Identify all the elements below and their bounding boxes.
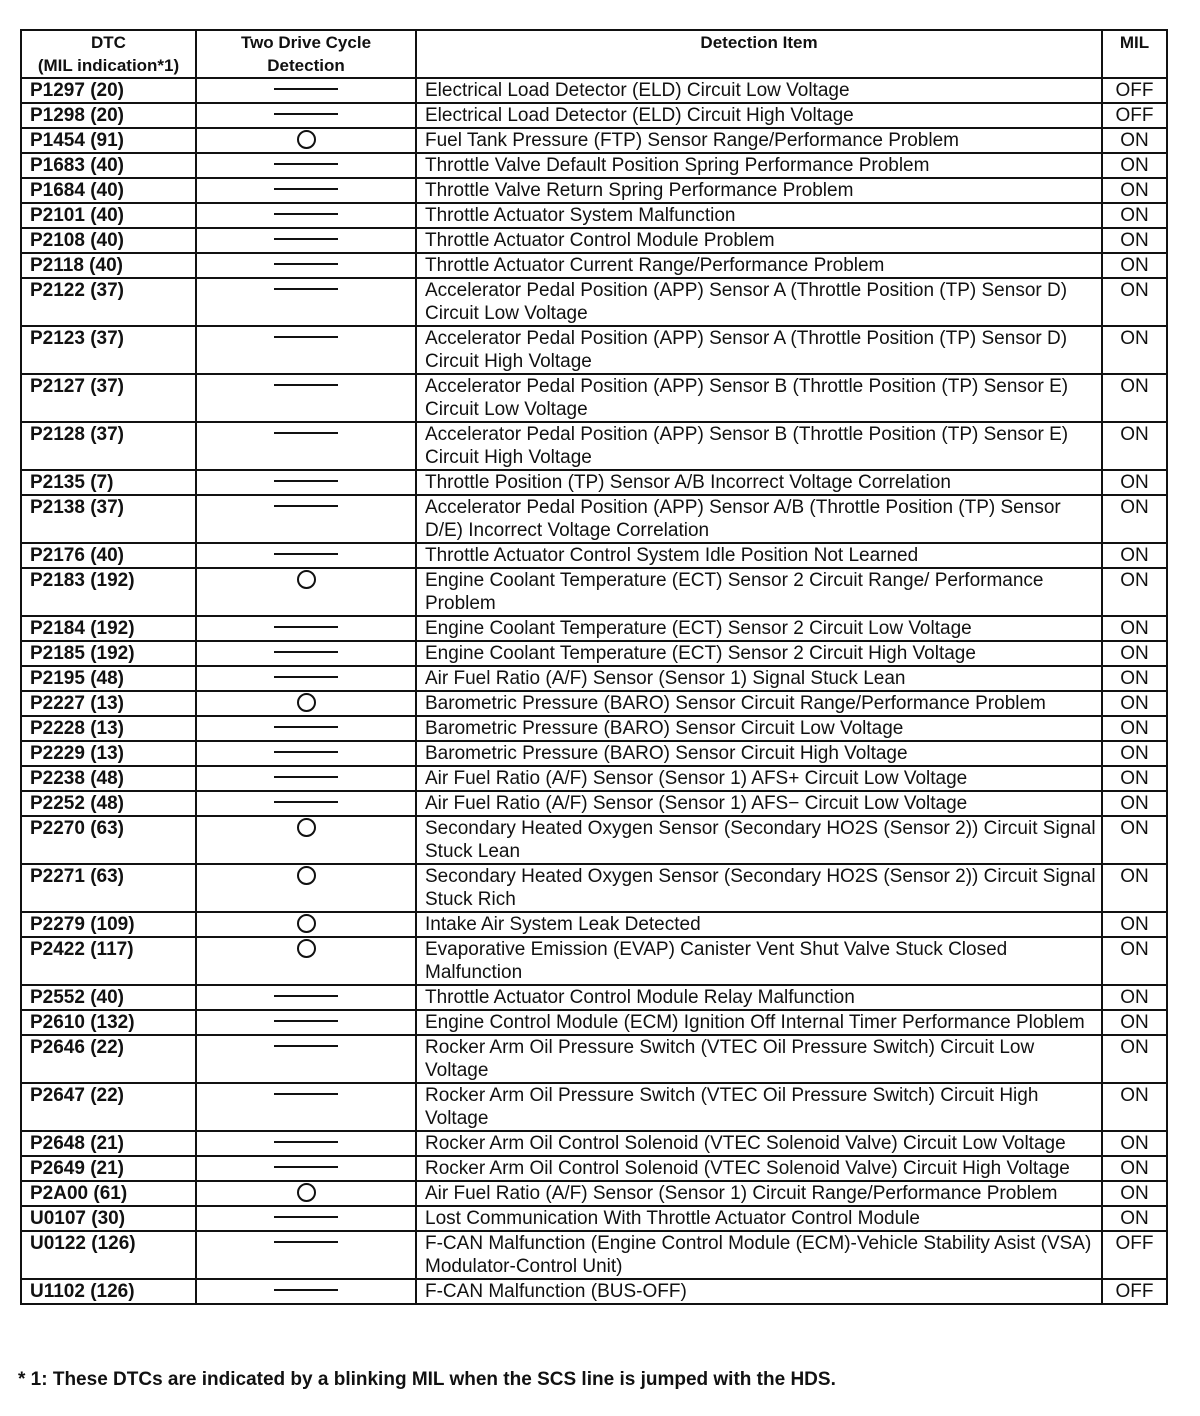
mil-status: ON [1102, 495, 1167, 543]
detection-item: Barometric Pressure (BARO) Sensor Circuit Low Voltage [416, 716, 1102, 741]
mil-status: ON [1102, 178, 1167, 203]
detection-item: Throttle Valve Default Position Spring Performance Problem [416, 153, 1102, 178]
dash-icon [274, 480, 338, 482]
mil-status: ON [1102, 641, 1167, 666]
mil-status: ON [1102, 691, 1167, 716]
mil-status: ON [1102, 616, 1167, 641]
detection-item: Barometric Pressure (BARO) Sensor Circuit High Voltage [416, 741, 1102, 766]
dtc-code: P2238 (48) [21, 766, 196, 791]
dtc-code: P2A00 (61) [21, 1181, 196, 1206]
dash-icon [274, 626, 338, 628]
mil-status: ON [1102, 470, 1167, 495]
dtc-code: P2647 (22) [21, 1083, 196, 1131]
mil-status: ON [1102, 1131, 1167, 1156]
table-row [21, 791, 1167, 816]
dash-icon [274, 113, 338, 115]
header-mil: MIL [1102, 30, 1167, 78]
two-drive-cycle-cell [196, 253, 416, 278]
detection-item: Throttle Actuator Current Range/Performance Problem [416, 253, 1102, 278]
mil-status: OFF [1102, 1279, 1167, 1304]
dtc-code: P2176 (40) [21, 543, 196, 568]
mil-status: ON [1102, 253, 1167, 278]
two-drive-cycle-cell [196, 422, 416, 470]
dtc-code: U0122 (126) [21, 1231, 196, 1279]
dtc-code: P2649 (21) [21, 1156, 196, 1181]
detection-item: Throttle Position (TP) Sensor A/B Incorrect Voltage Correlation [416, 470, 1102, 495]
two-drive-cycle-cell [196, 543, 416, 568]
dash-icon [274, 726, 338, 728]
mil-status: ON [1102, 153, 1167, 178]
two-drive-cycle-cell [196, 616, 416, 641]
dtc-code: P2185 (192) [21, 641, 196, 666]
mil-status: ON [1102, 1181, 1167, 1206]
dtc-code: P2270 (63) [21, 816, 196, 864]
mil-status: ON [1102, 766, 1167, 791]
dtc-code: U0107 (30) [21, 1206, 196, 1231]
dtc-code: P2195 (48) [21, 666, 196, 691]
detection-item: Air Fuel Ratio (A/F) Sensor (Sensor 1) AFS+ Circuit Low Voltage [416, 766, 1102, 791]
dash-icon [274, 163, 338, 165]
mil-status: ON [1102, 816, 1167, 864]
dtc-code: P2279 (109) [21, 912, 196, 937]
detection-item: Accelerator Pedal Position (APP) Sensor A (Throttle Position (TP) Sensor D) Circuit Low Voltage [416, 278, 1102, 326]
detection-item: Evaporative Emission (EVAP) Canister Vent Shut Valve Stuck Closed Malfunction [416, 937, 1102, 985]
table-row [21, 716, 1167, 741]
two-drive-cycle-cell [196, 864, 416, 912]
dtc-code: P1454 (91) [21, 128, 196, 153]
table-row [21, 253, 1167, 278]
two-drive-cycle-cell [196, 128, 416, 153]
two-drive-cycle-cell [196, 985, 416, 1010]
detection-item: Lost Communication With Throttle Actuator Control Module [416, 1206, 1102, 1231]
detection-item: Secondary Heated Oxygen Sensor (Secondary HO2S (Sensor 2)) Circuit Signal Stuck Rich [416, 864, 1102, 912]
circle-icon [297, 1183, 316, 1202]
header-dtc-line2: (MIL indication*1) [37, 56, 180, 75]
dtc-code: P2271 (63) [21, 864, 196, 912]
dash-icon [274, 384, 338, 386]
dtc-code: P2229 (13) [21, 741, 196, 766]
mil-status: ON [1102, 278, 1167, 326]
mil-status: ON [1102, 1010, 1167, 1035]
detection-item: Rocker Arm Oil Control Solenoid (VTEC Solenoid Valve) Circuit Low Voltage [416, 1131, 1102, 1156]
mil-status: ON [1102, 1035, 1167, 1083]
detection-item: Engine Control Module (ECM) Ignition Off Internal Timer Performance Ploblem [416, 1010, 1102, 1035]
dash-icon [274, 801, 338, 803]
table-row [21, 568, 1167, 616]
mil-status: ON [1102, 666, 1167, 691]
two-drive-cycle-cell [196, 470, 416, 495]
dash-icon [274, 213, 338, 215]
footnote: * 1: These DTCs are indicated by a blinking MIL when the SCS line is jumped with the HDS. [18, 1369, 836, 1390]
detection-item: Accelerator Pedal Position (APP) Sensor A (Throttle Position (TP) Sensor D) Circuit High Voltage [416, 326, 1102, 374]
mil-status: ON [1102, 543, 1167, 568]
two-drive-cycle-cell [196, 912, 416, 937]
detection-item: Rocker Arm Oil Pressure Switch (VTEC Oil Pressure Switch) Circuit Low Voltage [416, 1035, 1102, 1083]
circle-icon [297, 914, 316, 933]
dash-icon [274, 263, 338, 265]
two-drive-cycle-cell [196, 666, 416, 691]
table-row [21, 1131, 1167, 1156]
detection-item: Air Fuel Ratio (A/F) Sensor (Sensor 1) Signal Stuck Lean [416, 666, 1102, 691]
two-drive-cycle-cell [196, 1035, 416, 1083]
dtc-code: P2128 (37) [21, 422, 196, 470]
detection-item: Air Fuel Ratio (A/F) Sensor (Sensor 1) AFS− Circuit Low Voltage [416, 791, 1102, 816]
dtc-code: P2252 (48) [21, 791, 196, 816]
table-row [21, 691, 1167, 716]
detection-item: Accelerator Pedal Position (APP) Sensor B (Throttle Position (TP) Sensor E) Circuit Low Voltage [416, 374, 1102, 422]
detection-item: Electrical Load Detector (ELD) Circuit High Voltage [416, 103, 1102, 128]
mil-status: ON [1102, 422, 1167, 470]
two-drive-cycle-cell [196, 741, 416, 766]
two-drive-cycle-cell [196, 1181, 416, 1206]
header-detection-item: Detection Item [416, 30, 1102, 78]
table-row [21, 153, 1167, 178]
header-two-line1: Two Drive Cycle [240, 33, 372, 52]
table-row [21, 1279, 1167, 1304]
table-row [21, 816, 1167, 864]
detection-item: Engine Coolant Temperature (ECT) Sensor 2 Circuit Range/ Performance Problem [416, 568, 1102, 616]
table-row [21, 228, 1167, 253]
dash-icon [274, 1166, 338, 1168]
table-row [21, 374, 1167, 422]
mil-status: ON [1102, 716, 1167, 741]
two-drive-cycle-cell [196, 766, 416, 791]
two-drive-cycle-cell [196, 103, 416, 128]
two-drive-cycle-cell [196, 153, 416, 178]
dash-icon [274, 1241, 338, 1243]
mil-status: ON [1102, 791, 1167, 816]
dtc-code: P1684 (40) [21, 178, 196, 203]
two-drive-cycle-cell [196, 374, 416, 422]
detection-item: Throttle Actuator Control System Idle Position Not Learned [416, 543, 1102, 568]
table-row [21, 666, 1167, 691]
table-row [21, 470, 1167, 495]
mil-status: ON [1102, 1083, 1167, 1131]
two-drive-cycle-cell [196, 495, 416, 543]
table-row [21, 1231, 1167, 1279]
dash-icon [274, 1045, 338, 1047]
two-drive-cycle-cell [196, 1083, 416, 1131]
table-row [21, 1035, 1167, 1083]
two-drive-cycle-cell [196, 1206, 416, 1231]
table-row [21, 985, 1167, 1010]
mil-status: ON [1102, 203, 1167, 228]
header-two-drive-cycle [196, 30, 416, 78]
two-drive-cycle-cell [196, 278, 416, 326]
mil-status: ON [1102, 741, 1167, 766]
dtc-code: P2552 (40) [21, 985, 196, 1010]
detection-item: Intake Air System Leak Detected [416, 912, 1102, 937]
dtc-code: P1297 (20) [21, 78, 196, 103]
dtc-code: P2646 (22) [21, 1035, 196, 1083]
two-drive-cycle-cell [196, 326, 416, 374]
dash-icon [274, 1289, 338, 1291]
table-row [21, 912, 1167, 937]
table-row [21, 128, 1167, 153]
two-drive-cycle-cell [196, 1131, 416, 1156]
mil-status: OFF [1102, 78, 1167, 103]
table-row [21, 422, 1167, 470]
table-row [21, 1181, 1167, 1206]
table-row [21, 326, 1167, 374]
two-drive-cycle-cell [196, 203, 416, 228]
table-row [21, 1156, 1167, 1181]
dash-icon [274, 1020, 338, 1022]
dtc-code: P2135 (7) [21, 470, 196, 495]
two-drive-cycle-cell [196, 791, 416, 816]
two-drive-cycle-cell [196, 816, 416, 864]
mil-status: ON [1102, 128, 1167, 153]
dtc-table [20, 29, 1168, 1305]
two-drive-cycle-cell [196, 641, 416, 666]
dtc-code: U1102 (126) [21, 1279, 196, 1304]
detection-item: Engine Coolant Temperature (ECT) Sensor 2 Circuit High Voltage [416, 641, 1102, 666]
dtc-code: P2122 (37) [21, 278, 196, 326]
header-dtc [21, 30, 196, 78]
dash-icon [274, 88, 338, 90]
dtc-table-container [20, 29, 1166, 1305]
mil-status: ON [1102, 228, 1167, 253]
mil-status: ON [1102, 326, 1167, 374]
dash-icon [274, 238, 338, 240]
circle-icon [297, 570, 316, 589]
header-two-line2: Detection [267, 56, 345, 75]
dtc-code: P1683 (40) [21, 153, 196, 178]
two-drive-cycle-cell [196, 78, 416, 103]
dash-icon [274, 995, 338, 997]
dtc-code: P2610 (132) [21, 1010, 196, 1035]
dash-icon [274, 1216, 338, 1218]
table-row [21, 78, 1167, 103]
dtc-code: P2422 (117) [21, 937, 196, 985]
table-row [21, 543, 1167, 568]
mil-status: OFF [1102, 103, 1167, 128]
detection-item: Throttle Actuator System Malfunction [416, 203, 1102, 228]
dtc-code: P2138 (37) [21, 495, 196, 543]
table-row [21, 766, 1167, 791]
detection-item: Rocker Arm Oil Pressure Switch (VTEC Oil Pressure Switch) Circuit High Voltage [416, 1083, 1102, 1131]
dash-icon [274, 1093, 338, 1095]
table-body [21, 78, 1167, 1304]
dtc-code: P1298 (20) [21, 103, 196, 128]
table-row [21, 641, 1167, 666]
detection-item: Air Fuel Ratio (A/F) Sensor (Sensor 1) Circuit Range/Performance Problem [416, 1181, 1102, 1206]
detection-item: Secondary Heated Oxygen Sensor (Secondary HO2S (Sensor 2)) Circuit Signal Stuck Lean [416, 816, 1102, 864]
table-row [21, 178, 1167, 203]
mil-status: ON [1102, 985, 1167, 1010]
circle-icon [297, 130, 316, 149]
table-row [21, 741, 1167, 766]
detection-item: Rocker Arm Oil Control Solenoid (VTEC Solenoid Valve) Circuit High Voltage [416, 1156, 1102, 1181]
table-header-row [21, 30, 1167, 78]
two-drive-cycle-cell [196, 228, 416, 253]
dtc-code: P2228 (13) [21, 716, 196, 741]
two-drive-cycle-cell [196, 568, 416, 616]
table-row [21, 203, 1167, 228]
dash-icon [274, 505, 338, 507]
table-row [21, 616, 1167, 641]
dash-icon [274, 1141, 338, 1143]
two-drive-cycle-cell [196, 1231, 416, 1279]
table-row [21, 103, 1167, 128]
dash-icon [274, 553, 338, 555]
circle-icon [297, 818, 316, 837]
table-row [21, 1010, 1167, 1035]
detection-item: Engine Coolant Temperature (ECT) Sensor 2 Circuit Low Voltage [416, 616, 1102, 641]
detection-item: Electrical Load Detector (ELD) Circuit Low Voltage [416, 78, 1102, 103]
detection-item: Throttle Actuator Control Module Problem [416, 228, 1102, 253]
table-row [21, 495, 1167, 543]
detection-item: Accelerator Pedal Position (APP) Sensor A/B (Throttle Position (TP) Sensor D/E) Incorrect Voltage Correlation [416, 495, 1102, 543]
mil-status: ON [1102, 1206, 1167, 1231]
circle-icon [297, 866, 316, 885]
dash-icon [274, 651, 338, 653]
table-row [21, 1206, 1167, 1231]
detection-item: Throttle Actuator Control Module Relay Malfunction [416, 985, 1102, 1010]
detection-item: Barometric Pressure (BARO) Sensor Circuit Range/Performance Problem [416, 691, 1102, 716]
detection-item: Throttle Valve Return Spring Performance Problem [416, 178, 1102, 203]
two-drive-cycle-cell [196, 691, 416, 716]
dtc-code: P2227 (13) [21, 691, 196, 716]
dtc-code: P2123 (37) [21, 326, 196, 374]
table-row [21, 278, 1167, 326]
two-drive-cycle-cell [196, 1279, 416, 1304]
dtc-code: P2648 (21) [21, 1131, 196, 1156]
two-drive-cycle-cell [196, 1156, 416, 1181]
circle-icon [297, 693, 316, 712]
circle-icon [297, 939, 316, 958]
table-row [21, 1083, 1167, 1131]
detection-item: Accelerator Pedal Position (APP) Sensor B (Throttle Position (TP) Sensor E) Circuit High Voltage [416, 422, 1102, 470]
dash-icon [274, 336, 338, 338]
dash-icon [274, 676, 338, 678]
dtc-code: P2127 (37) [21, 374, 196, 422]
header-dtc-line1: DTC [91, 33, 126, 52]
mil-status: OFF [1102, 1231, 1167, 1279]
dtc-code: P2101 (40) [21, 203, 196, 228]
mil-status: ON [1102, 374, 1167, 422]
detection-item: F-CAN Malfunction (BUS-OFF) [416, 1279, 1102, 1304]
mil-status: ON [1102, 937, 1167, 985]
two-drive-cycle-cell [196, 1010, 416, 1035]
dtc-code: P2108 (40) [21, 228, 196, 253]
detection-item: Fuel Tank Pressure (FTP) Sensor Range/Performance Problem [416, 128, 1102, 153]
detection-item: F-CAN Malfunction (Engine Control Module (ECM)-Vehicle Stability Asist (VSA) Modulator-Control Unit) [416, 1231, 1102, 1279]
dash-icon [274, 751, 338, 753]
dtc-code: P2183 (192) [21, 568, 196, 616]
two-drive-cycle-cell [196, 178, 416, 203]
dash-icon [274, 188, 338, 190]
mil-status: ON [1102, 1156, 1167, 1181]
mil-status: ON [1102, 864, 1167, 912]
dash-icon [274, 776, 338, 778]
table-row [21, 864, 1167, 912]
two-drive-cycle-cell [196, 716, 416, 741]
two-drive-cycle-cell [196, 937, 416, 985]
table-row [21, 937, 1167, 985]
mil-status: ON [1102, 912, 1167, 937]
dtc-code: P2184 (192) [21, 616, 196, 641]
dash-icon [274, 432, 338, 434]
mil-status: ON [1102, 568, 1167, 616]
dash-icon [274, 288, 338, 290]
dtc-code: P2118 (40) [21, 253, 196, 278]
